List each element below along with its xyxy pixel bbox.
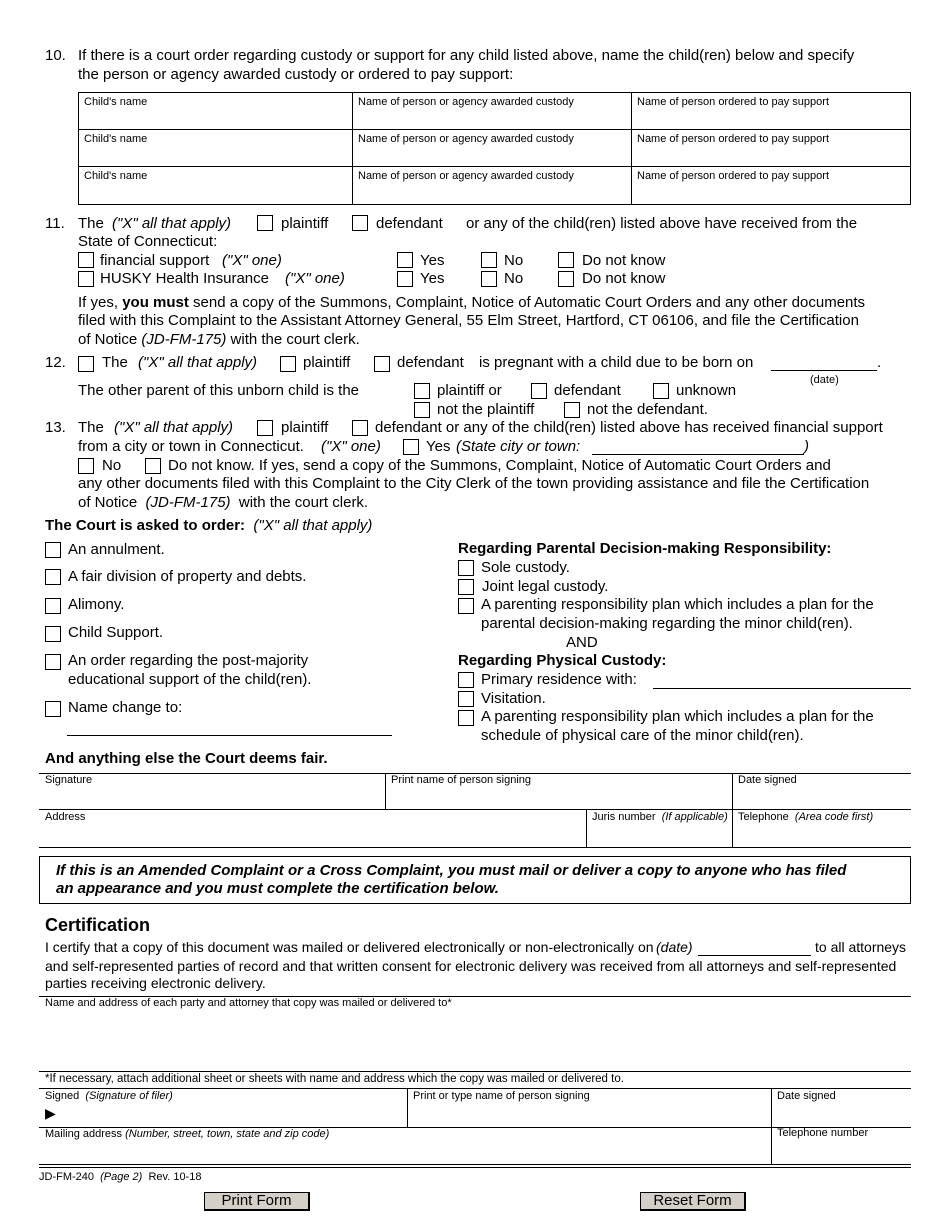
cert-line1-post: to all attorneys xyxy=(815,939,907,955)
cert-rule xyxy=(39,1071,911,1072)
reset-form-button[interactable]: Reset Form xyxy=(640,1192,746,1211)
q10-line1: If there is a court order regarding custody or support for any child listed above, name the child(ren) below and specify xyxy=(78,47,855,64)
q12-period: . xyxy=(877,354,882,371)
q13-xall: ("X" all that apply) xyxy=(114,419,234,436)
joint-custody-checkbox[interactable] xyxy=(458,579,474,595)
q11-number: 11. xyxy=(45,215,65,232)
other-plaintiff-label: plaintiff or xyxy=(437,382,502,399)
sig-mid-rule xyxy=(39,809,911,810)
cert-divider xyxy=(407,1088,408,1127)
alimony-checkbox[interactable] xyxy=(45,598,61,614)
cert-date-caption: (date) xyxy=(656,939,693,955)
primary-residence-field[interactable] xyxy=(653,688,911,689)
financial-support-xone: ("X" one) xyxy=(222,252,282,269)
sig-bottom-rule xyxy=(39,847,911,848)
property-division-checkbox[interactable] xyxy=(45,569,61,585)
decision-plan-label-2: parental decision-making regarding the minor child(ren). xyxy=(481,615,853,632)
due-date-field[interactable] xyxy=(771,370,877,371)
decision-plan-label-1: A parenting responsibility plan which includes a plan for the xyxy=(481,596,874,613)
annulment-checkbox[interactable] xyxy=(45,542,61,558)
annulment-label: An annulment. xyxy=(68,541,165,558)
q11-state: State of Connecticut: xyxy=(78,233,218,250)
amended-complaint-notice xyxy=(39,856,911,904)
cert-rule xyxy=(39,1164,911,1165)
fs-yes-checkbox[interactable] xyxy=(397,252,413,268)
husky-checkbox[interactable] xyxy=(78,271,94,287)
q13-yes-label: Yes xyxy=(426,438,451,455)
notice-line-2: an appearance and you must complete the certification below. xyxy=(56,880,499,897)
q13-dnk-label: Do not know. If yes, send a copy of the Summons, Complaint, Notice of Automatic Court Orders and xyxy=(168,457,831,474)
due-date-caption: (date) xyxy=(810,374,839,386)
not-defendant-label: not the defendant. xyxy=(587,401,708,418)
notice-line-1: If this is an Amended Complaint or a Cross Complaint, you must mail or deliver a copy to anyone who has filed xyxy=(56,862,847,879)
post-majority-checkbox[interactable] xyxy=(45,654,61,670)
q13-yes-checkbox[interactable] xyxy=(403,439,419,455)
q12-the: The xyxy=(102,354,128,371)
q11-the: The xyxy=(78,215,104,232)
q12-defendant-checkbox[interactable] xyxy=(374,356,390,372)
visitation-label: Visitation. xyxy=(481,690,546,707)
child-name-cell[interactable]: Child's name xyxy=(79,130,353,167)
cert-date-signed-field-label[interactable]: Date signed xyxy=(777,1090,836,1102)
signed-field-label[interactable]: Signed (Signature of filer) xyxy=(45,1090,173,1102)
husky-dnk-label: Do not know xyxy=(582,270,666,287)
print-type-name-field-label[interactable]: Print or type name of person signing xyxy=(413,1090,590,1102)
q13-no-checkbox[interactable] xyxy=(78,458,94,474)
signature-field-label[interactable]: Signature xyxy=(45,774,93,786)
husky-xone: ("X" one) xyxy=(285,270,345,287)
q12-the-checkbox[interactable] xyxy=(78,356,94,372)
name-change-field[interactable] xyxy=(67,735,392,736)
sig-divider xyxy=(586,809,587,847)
child-name-cell[interactable]: Child's name xyxy=(79,93,353,130)
joint-custody-label: Joint legal custody. xyxy=(482,578,609,595)
support-payer-cell[interactable]: Name of person ordered to pay support xyxy=(632,130,911,167)
q11-instruction-3: of Notice (JD-FM-175) with the court clerk. xyxy=(78,331,360,348)
property-division-label: A fair division of property and debts. xyxy=(68,568,307,585)
q11-defendant-checkbox[interactable] xyxy=(352,215,368,231)
physical-custody-heading: Regarding Physical Custody: xyxy=(458,652,667,669)
custody-awarded-cell[interactable]: Name of person or agency awarded custody xyxy=(353,93,632,130)
telephone-field-label[interactable]: Telephone (Area code first) xyxy=(738,811,874,823)
juris-field-label[interactable]: Juris number (If applicable) xyxy=(592,811,728,823)
other-plaintiff-checkbox[interactable] xyxy=(414,383,430,399)
cert-date-field[interactable] xyxy=(698,955,811,956)
q13-line2: from a city or town in Connecticut. xyxy=(78,438,304,455)
primary-residence-checkbox[interactable] xyxy=(458,672,474,688)
support-payer-cell[interactable]: Name of person ordered to pay support xyxy=(632,93,911,130)
cert-rule xyxy=(39,1167,911,1168)
q12-rest: is pregnant with a child due to be born on xyxy=(479,354,754,371)
cert-divider xyxy=(771,1088,772,1164)
alimony-label: Alimony. xyxy=(68,596,125,613)
q13-line4: any other documents filed with this Complaint to the City Clerk of the town providing assistance and file the Certification xyxy=(78,475,870,492)
post-majority-label-1: An order regarding the post-majority xyxy=(68,652,309,669)
q10-line2: the person or agency awarded custody or ordered to pay support: xyxy=(78,66,514,83)
cert-line1-pre: I certify that a copy of this document was mailed or delivered electronically or non-electronically on xyxy=(45,939,654,955)
q12-defendant-label: defendant xyxy=(397,354,464,371)
q13-line5: of Notice (JD-FM-175) with the court clerk. xyxy=(78,494,369,511)
husky-no-checkbox[interactable] xyxy=(481,271,497,287)
financial-support-checkbox[interactable] xyxy=(78,252,94,268)
q13-number: 13. xyxy=(45,419,66,436)
city-town-field[interactable] xyxy=(592,454,804,455)
q13-defendant-checkbox[interactable] xyxy=(352,420,368,436)
not-plaintiff-checkbox[interactable] xyxy=(414,402,430,418)
q12-plaintiff-label: plaintiff xyxy=(303,354,351,371)
and-label: AND xyxy=(566,634,598,651)
husky-yes-label: Yes xyxy=(420,270,445,287)
child-support-checkbox[interactable] xyxy=(45,626,61,642)
sig-divider xyxy=(385,773,386,809)
other-unknown-label: unknown xyxy=(676,382,737,399)
custody-table xyxy=(78,92,911,205)
q11-plaintiff-checkbox[interactable] xyxy=(257,215,273,231)
q13-xone: ("X" one) xyxy=(321,438,381,455)
other-defendant-label: defendant xyxy=(554,382,621,399)
q13-plaintiff-label: plaintiff xyxy=(281,419,329,436)
sole-custody-label: Sole custody. xyxy=(481,559,570,576)
q12-number: 12. xyxy=(45,354,66,371)
physical-plan-label-1: A parenting responsibility plan which includes a plan for the xyxy=(481,708,874,725)
q13-close-paren: ) xyxy=(804,438,809,455)
q11-rest: or any of the child(ren) listed above have received from the xyxy=(466,215,858,232)
address-field-label[interactable]: Address xyxy=(45,811,86,823)
mailing-address-field-label[interactable]: Mailing address (Number, street, town, state and zip code) xyxy=(45,1128,330,1140)
sig-divider xyxy=(732,773,733,847)
physical-plan-label-2: schedule of physical care of the minor child(ren). xyxy=(481,727,804,744)
print-form-button[interactable]: Print Form xyxy=(204,1192,310,1211)
q12-other-parent: The other parent of this unborn child is the xyxy=(78,382,360,399)
date-signed-field-label[interactable]: Date signed xyxy=(738,774,797,786)
q11-defendant-label: defendant xyxy=(376,215,443,232)
child-support-label: Child Support. xyxy=(68,624,164,641)
cert-line3: parties receiving electronic delivery. xyxy=(45,975,266,991)
name-change-label: Name change to: xyxy=(68,699,183,716)
fs-yes-label: Yes xyxy=(420,252,445,269)
q10-number: 10. xyxy=(45,47,66,64)
husky-no-label: No xyxy=(504,270,524,287)
q13-rest: defendant or any of the child(ren) listed above has received financial support xyxy=(375,419,883,436)
name-change-checkbox[interactable] xyxy=(45,701,61,717)
q13-dnk-checkbox[interactable] xyxy=(145,458,161,474)
q12-xall: ("X" all that apply) xyxy=(138,354,258,371)
sole-custody-checkbox[interactable] xyxy=(458,560,474,576)
cert-footnote: *If necessary, attach additional sheet or sheets with name and address which the copy was mailed or delivered to. xyxy=(45,1073,624,1085)
q11-instruction-1: If yes, you must send a copy of the Summons, Complaint, Notice of Automatic Court Orders and any other documents xyxy=(78,294,866,311)
child-name-cell[interactable]: Child's name xyxy=(79,167,353,205)
names-addresses-field-label[interactable]: Name and address of each party and attorney that copy was mailed or delivered to* xyxy=(45,997,452,1009)
primary-residence-label: Primary residence with: xyxy=(481,671,637,688)
q13-plaintiff-checkbox[interactable] xyxy=(257,420,273,436)
fs-no-label: No xyxy=(504,252,524,269)
cert-rule xyxy=(39,1088,911,1089)
q13-state-city: (State city or town: xyxy=(456,438,581,455)
visitation-checkbox[interactable] xyxy=(458,691,474,707)
husky-dnk-checkbox[interactable] xyxy=(558,271,574,287)
anything-else-fair: And anything else the Court deems fair. xyxy=(45,750,328,767)
not-defendant-checkbox[interactable] xyxy=(564,402,580,418)
order-heading: The Court is asked to order: ("X" all that apply) xyxy=(45,517,373,534)
q12-plaintiff-checkbox[interactable] xyxy=(280,356,296,372)
financial-support-label: financial support xyxy=(100,252,210,269)
q11-plaintiff-label: plaintiff xyxy=(281,215,329,232)
post-majority-label-2: educational support of the child(ren). xyxy=(68,671,312,688)
q13-no-label: No xyxy=(102,457,122,474)
signature-arrow-icon: ▶ xyxy=(45,1105,56,1121)
husky-yes-checkbox[interactable] xyxy=(397,271,413,287)
q13-the: The xyxy=(78,419,104,436)
fs-dnk-label: Do not know xyxy=(582,252,666,269)
support-payer-cell[interactable]: Name of person ordered to pay support xyxy=(632,167,911,205)
pdm-heading: Regarding Parental Decision-making Responsibility: xyxy=(458,540,832,557)
print-name-field-label[interactable]: Print name of person signing xyxy=(391,774,532,786)
q11-instruction-2: filed with this Complaint to the Assistant Attorney General, 55 Elm Street, Hartford, CT 06106, and file the Certification xyxy=(78,312,859,329)
physical-plan-checkbox[interactable] xyxy=(458,710,474,726)
form-id: JD-FM-240 (Page 2) Rev. 10-18 xyxy=(39,1171,202,1183)
other-defendant-checkbox[interactable] xyxy=(531,383,547,399)
not-plaintiff-label: not the plaintiff xyxy=(437,401,535,418)
fs-dnk-checkbox[interactable] xyxy=(558,252,574,268)
custody-awarded-cell[interactable]: Name of person or agency awarded custody xyxy=(353,130,632,167)
decision-plan-checkbox[interactable] xyxy=(458,598,474,614)
husky-label: HUSKY Health Insurance xyxy=(100,270,269,287)
custody-awarded-cell[interactable]: Name of person or agency awarded custody xyxy=(353,167,632,205)
certification-heading: Certification xyxy=(45,915,151,935)
q11-xall: ("X" all that apply) xyxy=(112,215,232,232)
fs-no-checkbox[interactable] xyxy=(481,252,497,268)
cert-line2: and self-represented parties of record and that written consent for electronic delivery was received from all attorneys and self-represented xyxy=(45,958,897,974)
other-unknown-checkbox[interactable] xyxy=(653,383,669,399)
telephone-number-field-label[interactable]: Telephone number xyxy=(777,1127,869,1139)
